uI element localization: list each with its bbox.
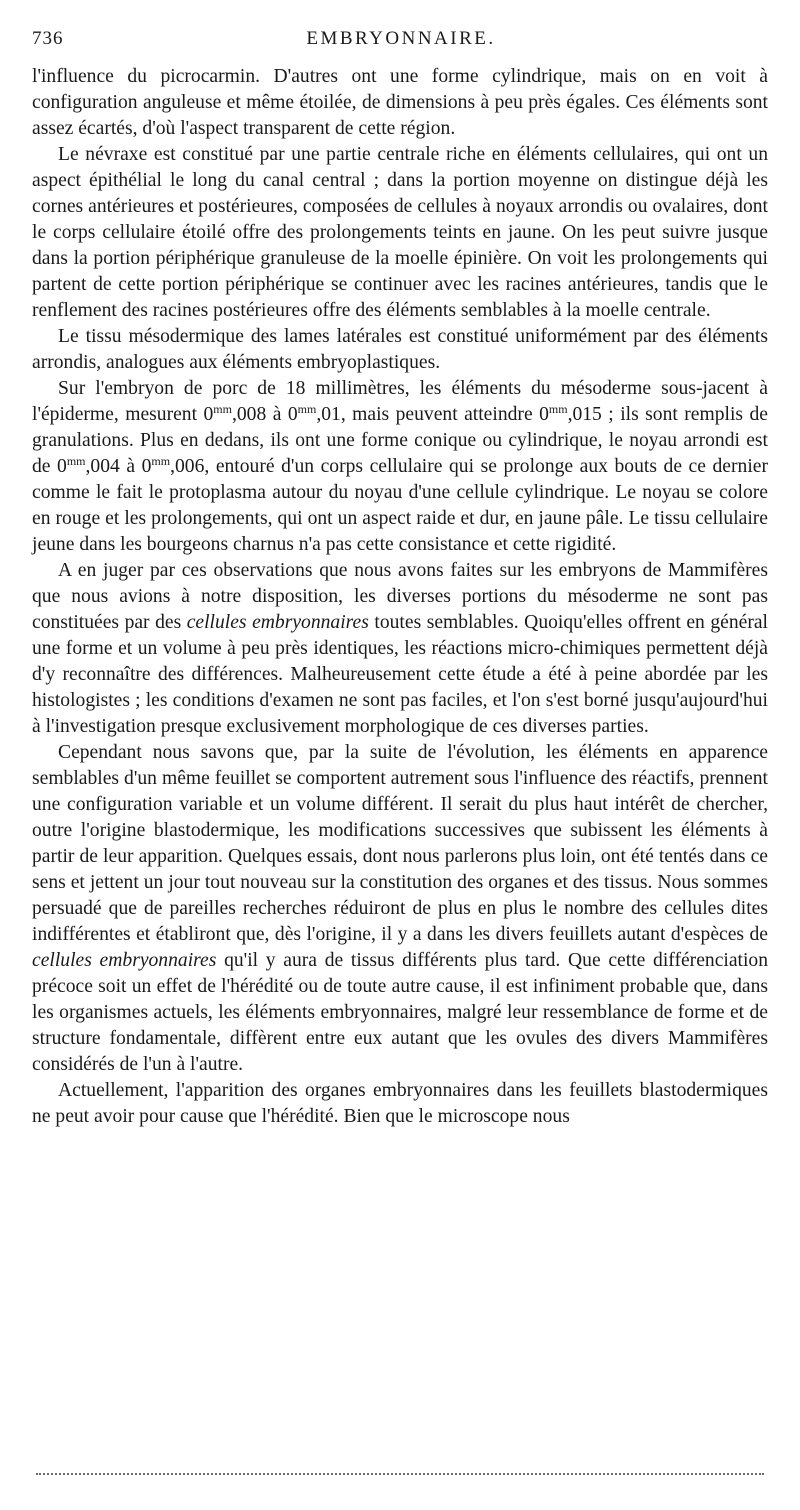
body-text	[32, 64, 768, 1130]
unit-superscript: mm	[66, 454, 86, 468]
text-run: Cependant nous savons que, par la suite de l'évolution, les éléments en apparence semblables d'un même feuillet se comportent autrement sous l'influence des réactifs, prennent une configuration variable et un volume différent. Il serait du plus haut intérêt de chercher, outre l'origine blastodermique, les modifications successives que subissent les éléments à partir de leur apparition. Quelques essais, dont nous parlerons plus loin, ont été tentés dans ce sens et jettent un jour tout nouveau sur la constitution des organes et des tissus. Nous sommes persuadé que de pareilles recherches réduiront de plus en plus le nombre des cellules dites indifférentes et établiront que, dès l'origine, il y a dans les divers feuillets autant d'espèces de	[32, 742, 768, 945]
unit-superscript: mm	[213, 402, 232, 416]
running-title: EMBRYONNAIRE.	[306, 28, 496, 49]
paragraph-tissu-mesodermique: Le tissu mésodermique des lames latérales est constitué uniformément par des éléments arrondis, analogues aux éléments embryoplastiques.	[32, 326, 768, 373]
text-run: ,004 à 0	[85, 456, 152, 477]
text-run: ,008 à 0	[231, 404, 298, 425]
text-run: ,006, entouré d'un corps cellulaire qui se prolonge aux bouts de ce dernier comme le fait le protoplasma autour du noyau d'une cellule cylindrique. Le noyau se colore en rouge et les prolongements, qui ont un aspect raide et dur, en jaune pâle. Le tissu cellulaire jeune dans les bourgeons charnus n'a pas cette consistance et cette rigidité.	[32, 456, 768, 555]
page-number: 736	[32, 28, 64, 49]
paragraph-heredite: Actuellement, l'apparition des organes embryonnaires dans les feuillets blastodermiques ne peut avoir pour cause que l'hérédité. Bien que le microscope nous	[32, 1080, 768, 1127]
italic-term: cellules embryonnaires	[186, 612, 369, 633]
text-run: toutes semblables. Quoiqu'elles offrent en général une forme et un volume à peu près identiques, les réactions micro-chimiques permettent déjà d'y reconnaître des différences. Malheureusement cette étude a été à peine abordée par les histologistes ; les conditions d'examen ne sont pas faciles, et l'on s'est borné jusqu'aujourd'hui à l'investigation presque exclusivement morphologique de ces diverses parties.	[32, 612, 768, 737]
paragraph-observations	[32, 558, 768, 740]
paragraph-evolution	[32, 740, 768, 1078]
unit-superscript: mm	[151, 454, 171, 468]
text-run: ,015 ; ils sont remplis de granulations. Plus en dedans, ils ont une forme conique ou cylindrique, le noyau arrondi est de 0	[32, 404, 768, 477]
running-head	[32, 28, 770, 58]
text-run: ,01, mais peuvent atteindre 0	[316, 404, 549, 425]
paragraph-embryon-de-porc	[32, 376, 768, 558]
footer-dotted-rule	[36, 1473, 764, 1475]
unit-superscript: mm	[548, 402, 568, 416]
unit-superscript: mm	[297, 402, 317, 416]
text-run: Sur l'embryon de porc de 18 millimètres, les éléments du mésoderme sous-jacent à l'épiderme, mesurent 0	[32, 378, 768, 425]
paragraph-nevraxe: Le névraxe est constitué par une partie centrale riche en éléments cellulaires, qui ont un aspect épithélial le long du canal central ; dans la portion moyenne on distingue déjà les cornes antérieures et postérieures, composées de cellules à noyaux arrondis ou ovalaires, dont le corps cellulaire étoilé offre des prolongements teints en jaune. On les peut suivre jusque dans la portion périphérique granuleuse de la moelle épinière. On voit les prolongements qui partent de cette portion périphérique se continuer avec les racines antérieures, tandis que le renflement des racines postérieures offre des éléments semblables à la moelle centrale.	[32, 144, 768, 321]
text-run: qu'il y aura de tissus différents plus tard. Que cette différenciation précoce soit un effet de l'hérédité ou de toute autre cause, il est infiniment probable que, dans les organismes actuels, les éléments embryonnaires, malgré leur ressemblance de forme et de structure fondamentale, diffèrent entre eux autant que les ovules des divers Mammifères considérés de l'un à l'autre.	[32, 950, 769, 1075]
italic-term: cellules embryonnaires	[32, 950, 217, 971]
paragraph-continued: l'influence du picrocarmin. D'autres ont une forme cylindrique, mais on en voit à configuration anguleuse et même étoilée, de dimensions à peu près égales. Ces éléments sont assez écartés, d'où l'aspect transparent de cette région.	[32, 66, 768, 139]
text-run: A en juger par ces observations que nous avons faites sur les embryons de Mammifères que nous avions à notre disposition, les diverses portions du mésoderme ne sont pas constituées par des	[32, 560, 768, 633]
